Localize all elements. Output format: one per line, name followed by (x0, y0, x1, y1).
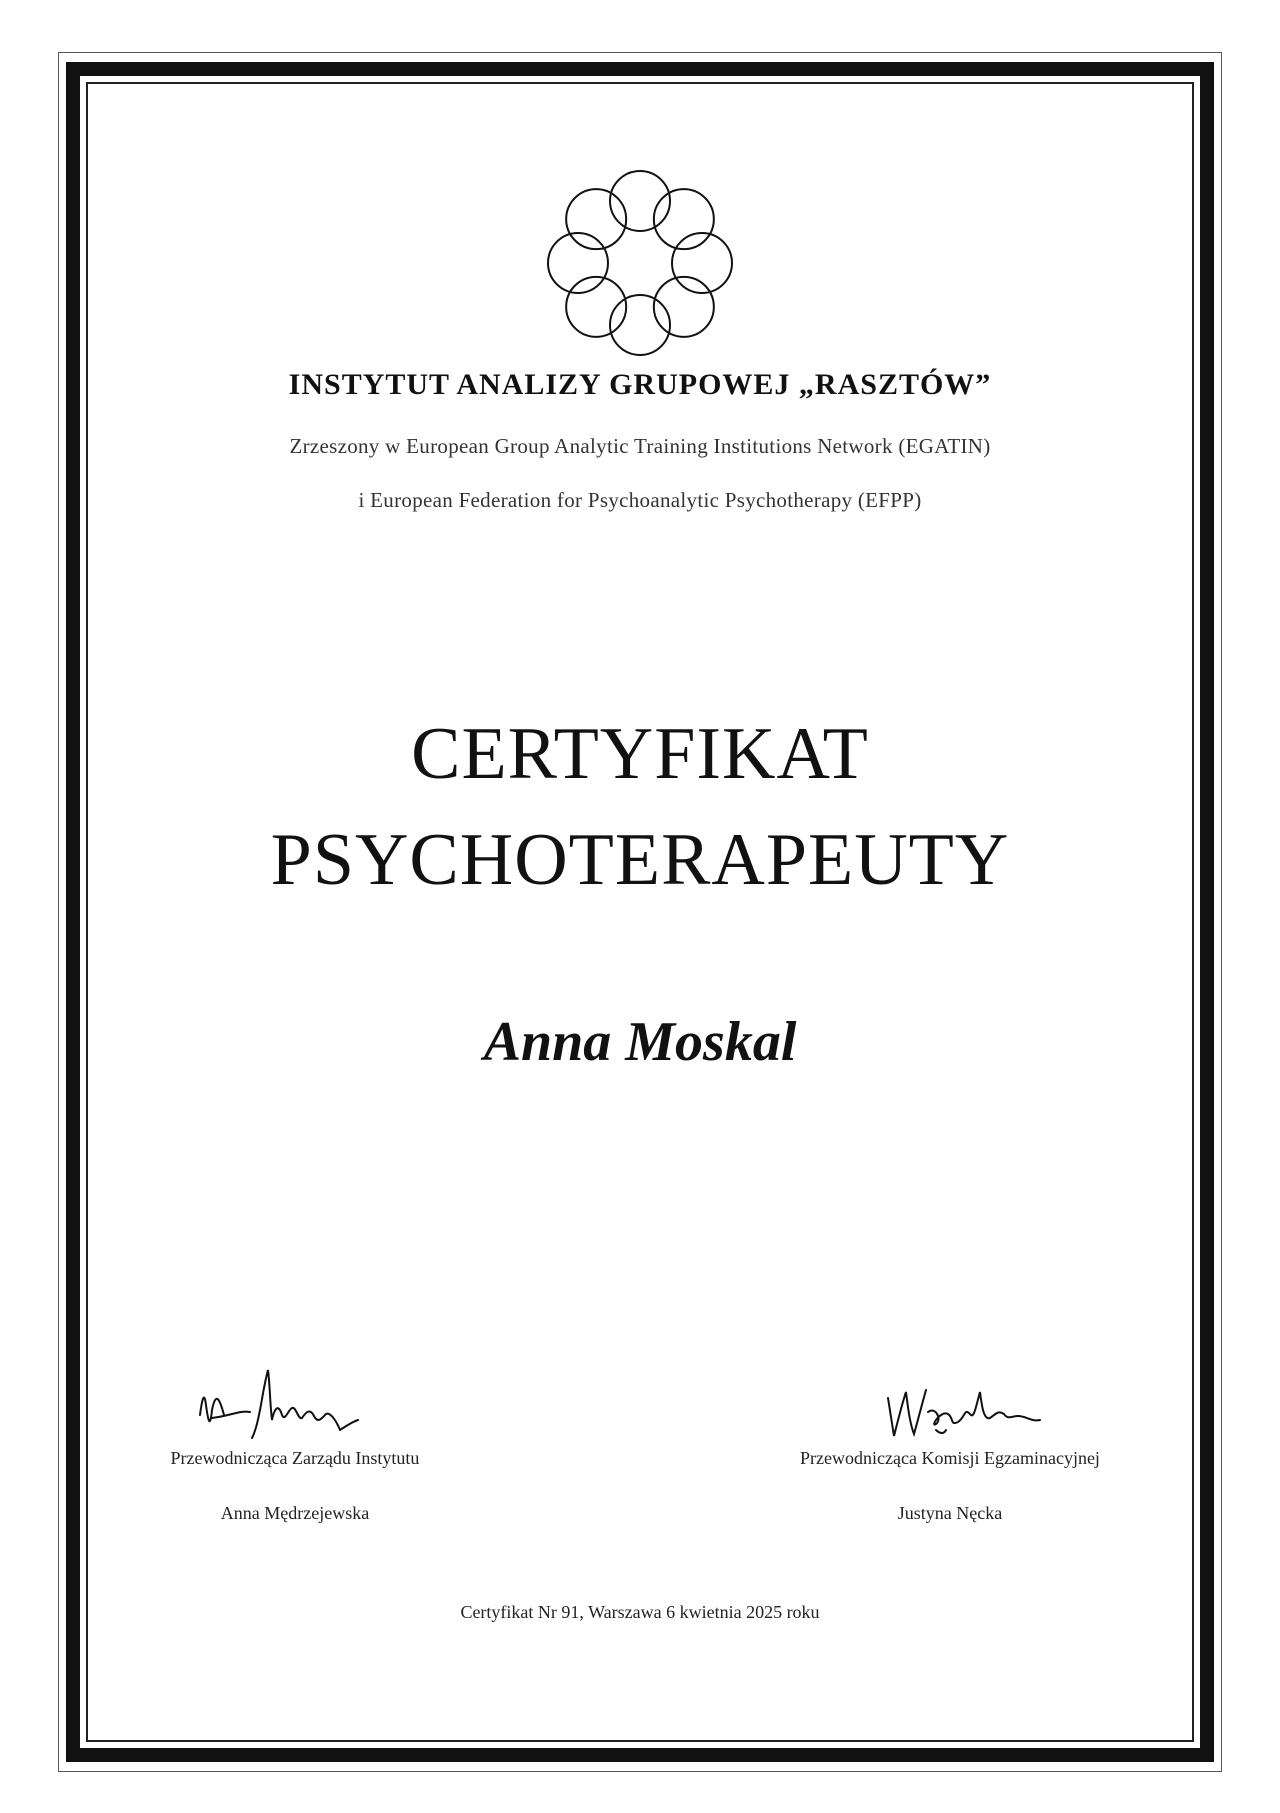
signatory-left-name: Anna Mędrzejewska (220, 1503, 370, 1523)
signature-left-handwritten (190, 1360, 400, 1460)
certificate-holder-name: Anna Moskal (483, 1011, 797, 1073)
signature-right-handwritten (880, 1380, 1050, 1450)
signatory-left-role: Przewodnicząca Zarządu Instytutu (170, 1448, 420, 1468)
signatory-left (130, 1448, 460, 1524)
signatory-right-name: Justyna Nęcka (897, 1503, 1003, 1523)
institute-name: INSTYTUT ANALIZY GRUPOWEJ „RASZTÓW” (288, 368, 992, 401)
certificate-title-line2: PSYCHOTERAPEUTY (270, 819, 1010, 901)
certificate-footer: Certyfikat Nr 91, Warszawa 6 kwietnia 2025 roku (460, 1602, 820, 1622)
certificate-title-line1: CERTYFIKAT (411, 713, 869, 795)
institute-affiliation-efpp: i European Federation for Psychoanalytic Psychotherapy (EFPP) (358, 488, 922, 512)
interlocking-circles-logo-icon (545, 168, 735, 358)
institute-affiliation-egatin: Zrzeszony w European Group Analytic Training Institutions Network (EGATIN) (289, 434, 991, 458)
signatory-right-role: Przewodnicząca Komisji Egzaminacyjnej (800, 1448, 1100, 1468)
signatory-right (760, 1448, 1140, 1524)
